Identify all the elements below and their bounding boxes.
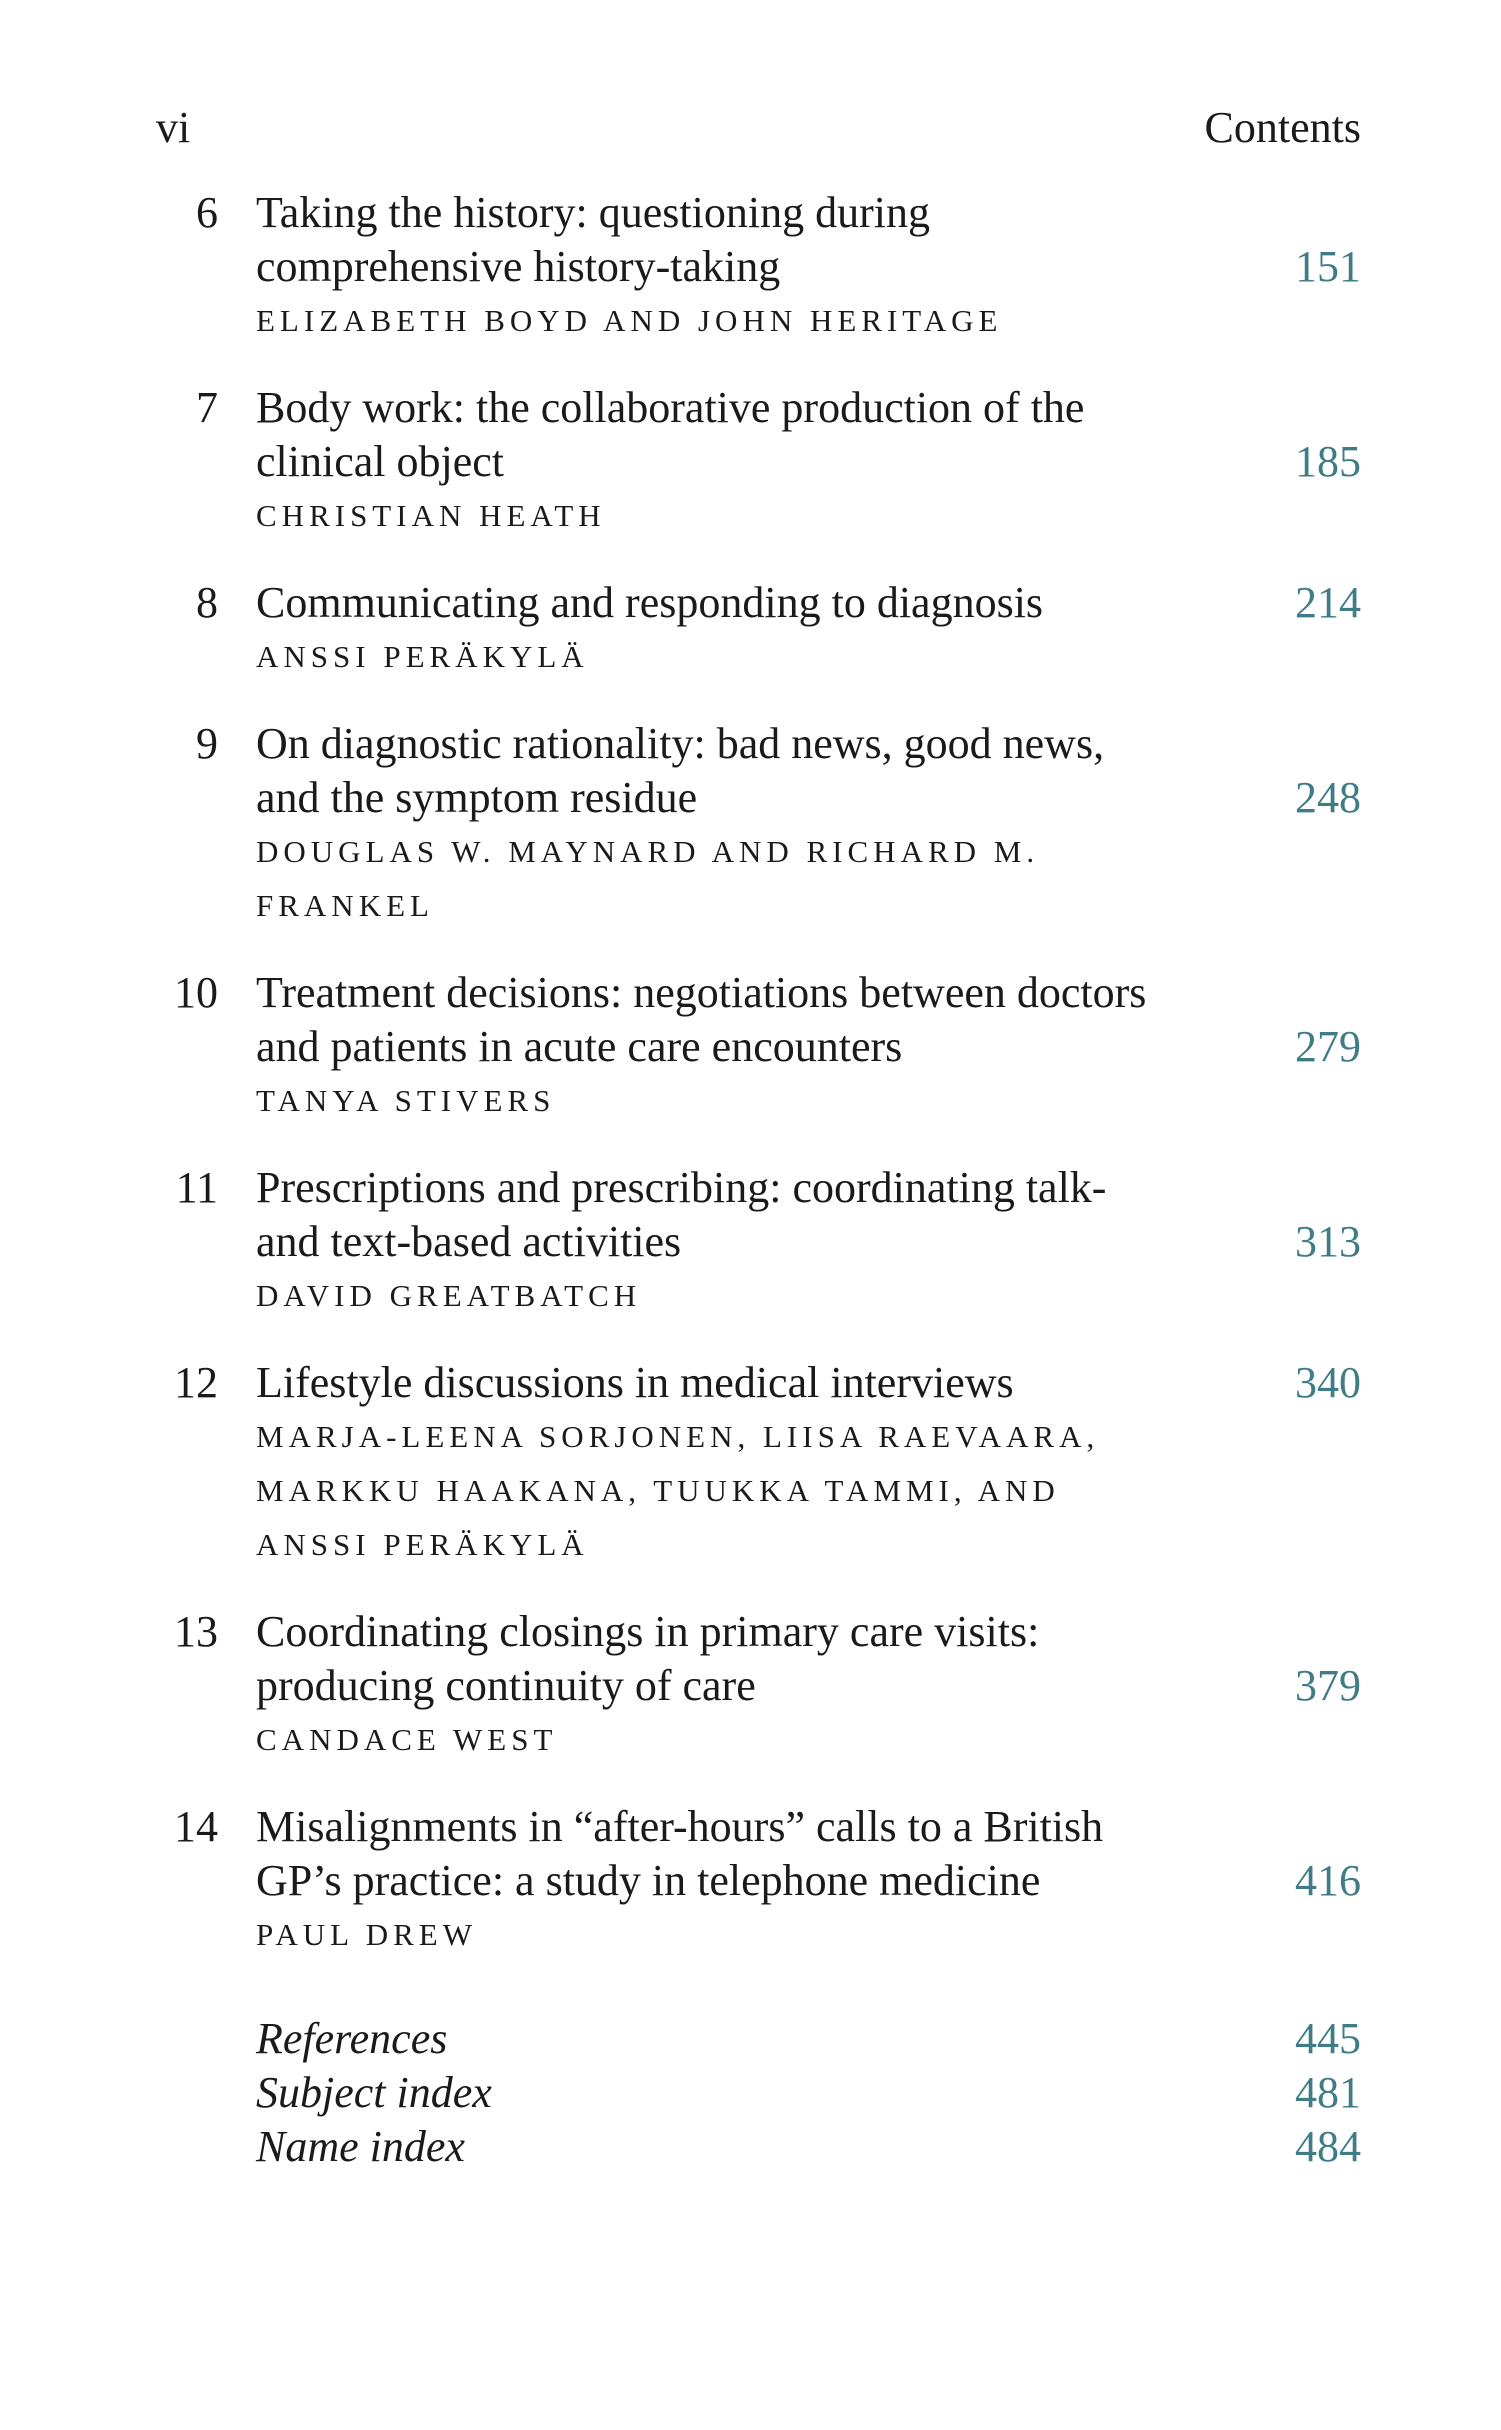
chapter-title-text: Misalignments in “after-hours” calls to a British bbox=[256, 1802, 1104, 1851]
chapter-number: 6 bbox=[196, 188, 218, 237]
chapter-author-line: MARKKU HAAKANA, TUUKKA TAMMI, AND bbox=[256, 1473, 1060, 1508]
chapter-number: 8 bbox=[196, 578, 218, 627]
backmatter-entry[interactable] bbox=[256, 2012, 1361, 2066]
backmatter-entry[interactable] bbox=[256, 2066, 1361, 2120]
chapter-title-text: Lifestyle discussions in medical interviews bbox=[256, 1358, 1014, 1407]
chapter-title-line bbox=[256, 771, 1361, 825]
chapter-title-line bbox=[256, 1215, 1361, 1269]
chapter-author-line: TANYA STIVERS bbox=[256, 1083, 556, 1118]
chapter-number: 10 bbox=[174, 968, 218, 1017]
chapter-title-text: producing continuity of care bbox=[256, 1661, 756, 1710]
chapter-author-line: MARJA-LEENA SORJONEN, LIISA RAEVAARA, bbox=[256, 1419, 1100, 1454]
chapter-author-line: DAVID GREATBATCH bbox=[256, 1278, 642, 1313]
chapter-body bbox=[256, 1605, 1361, 1767]
chapter-title-line bbox=[256, 186, 1361, 240]
chapter-number: 11 bbox=[175, 1163, 218, 1212]
chapter-number: 13 bbox=[174, 1607, 218, 1656]
chapter-title-line bbox=[256, 1605, 1361, 1659]
chapter-title-line bbox=[256, 1854, 1361, 1908]
chapter-title-line bbox=[256, 381, 1361, 435]
table-of-contents bbox=[156, 186, 1361, 1995]
chapter-title-line bbox=[256, 717, 1361, 771]
chapter-page-number[interactable]: 416 bbox=[1295, 1856, 1361, 1905]
toc-entry[interactable] bbox=[156, 1161, 1361, 1323]
backmatter-list bbox=[256, 2012, 1361, 2174]
chapter-body bbox=[256, 1161, 1361, 1323]
chapter-author-line: CHRISTIAN HEATH bbox=[256, 498, 606, 533]
chapter-page-number[interactable]: 279 bbox=[1295, 1022, 1361, 1071]
chapter-title-text: Coordinating closings in primary care visits: bbox=[256, 1607, 1040, 1656]
backmatter-label: Subject index bbox=[256, 2068, 492, 2117]
chapter-author-line: CANDACE WEST bbox=[256, 1722, 558, 1757]
chapter-author-line: DOUGLAS W. MAYNARD AND RICHARD M. bbox=[256, 834, 1040, 869]
page-folio: vi bbox=[156, 103, 191, 152]
chapter-title-line bbox=[256, 435, 1361, 489]
chapter-page-number[interactable]: 214 bbox=[1295, 578, 1361, 627]
chapter-title-text: Taking the history: questioning during bbox=[256, 188, 930, 237]
chapter-title-line bbox=[256, 1020, 1361, 1074]
backmatter-label: References bbox=[256, 2014, 448, 2063]
chapter-title-text: and text-based activities bbox=[256, 1217, 682, 1266]
chapter-title-line bbox=[256, 966, 1361, 1020]
toc-entry[interactable] bbox=[156, 1356, 1361, 1572]
backmatter-label: Name index bbox=[256, 2122, 465, 2171]
chapter-author-line: FRANKEL bbox=[256, 888, 434, 923]
toc-entry[interactable] bbox=[156, 1605, 1361, 1767]
chapter-author-line: PAUL DREW bbox=[256, 1917, 477, 1952]
chapter-title-text: On diagnostic rationality: bad news, good news, bbox=[256, 719, 1105, 768]
chapter-page-number[interactable]: 151 bbox=[1295, 242, 1361, 291]
chapter-number: 14 bbox=[174, 1802, 218, 1851]
chapter-body bbox=[256, 186, 1361, 348]
chapter-title-text: Prescriptions and prescribing: coordinating talk- bbox=[256, 1163, 1107, 1212]
backmatter-page-number[interactable]: 481 bbox=[1295, 2068, 1361, 2117]
chapter-body bbox=[256, 1800, 1361, 1962]
chapter-body bbox=[256, 966, 1361, 1128]
chapter-title-line bbox=[256, 1161, 1361, 1215]
backmatter-entry[interactable] bbox=[256, 2120, 1361, 2174]
chapter-number: 7 bbox=[196, 383, 218, 432]
chapter-title-line bbox=[256, 576, 1361, 630]
chapter-body bbox=[256, 576, 1361, 684]
chapter-title-line bbox=[256, 1356, 1361, 1410]
chapter-title-line bbox=[256, 1800, 1361, 1854]
chapter-author-line: ANSSI PERÄKYLÄ bbox=[256, 1527, 589, 1562]
chapter-body bbox=[256, 1356, 1361, 1572]
backmatter-page-number[interactable]: 445 bbox=[1295, 2014, 1361, 2063]
toc-entry[interactable] bbox=[156, 1800, 1361, 1962]
chapter-title-text: clinical object bbox=[256, 437, 504, 486]
chapter-number: 12 bbox=[174, 1358, 218, 1407]
chapter-number: 9 bbox=[196, 719, 218, 768]
chapter-title-text: and the symptom residue bbox=[256, 773, 698, 822]
chapter-title-text: Treatment decisions: negotiations between doctors bbox=[256, 968, 1147, 1017]
chapter-title-text: Body work: the collaborative production of the bbox=[256, 383, 1085, 432]
chapter-author-line: ELIZABETH BOYD AND JOHN HERITAGE bbox=[256, 303, 1003, 338]
chapter-title-text: comprehensive history-taking bbox=[256, 242, 781, 291]
toc-entry[interactable] bbox=[156, 186, 1361, 348]
toc-entry[interactable] bbox=[156, 381, 1361, 543]
chapter-page-number[interactable]: 340 bbox=[1295, 1358, 1361, 1407]
chapter-page-number[interactable]: 379 bbox=[1295, 1661, 1361, 1710]
chapter-title-text: Communicating and responding to diagnosis bbox=[256, 578, 1044, 627]
chapter-title-text: and patients in acute care encounters bbox=[256, 1022, 903, 1071]
chapter-body bbox=[256, 717, 1361, 933]
chapter-author-line: ANSSI PERÄKYLÄ bbox=[256, 639, 589, 674]
chapter-title-line bbox=[256, 240, 1361, 294]
toc-entry[interactable] bbox=[156, 717, 1361, 933]
chapter-page-number[interactable]: 248 bbox=[1295, 773, 1361, 822]
toc-entry[interactable] bbox=[156, 576, 1361, 684]
chapter-body bbox=[256, 381, 1361, 543]
chapter-title-text: GP’s practice: a study in telephone medicine bbox=[256, 1856, 1041, 1905]
toc-entry[interactable] bbox=[156, 966, 1361, 1128]
backmatter-page-number[interactable]: 484 bbox=[1295, 2122, 1361, 2171]
chapter-title-line bbox=[256, 1659, 1361, 1713]
running-head bbox=[156, 98, 1361, 158]
running-head-section: Contents bbox=[1204, 103, 1361, 152]
chapter-page-number[interactable]: 185 bbox=[1295, 437, 1361, 486]
chapter-page-number[interactable]: 313 bbox=[1295, 1217, 1361, 1266]
